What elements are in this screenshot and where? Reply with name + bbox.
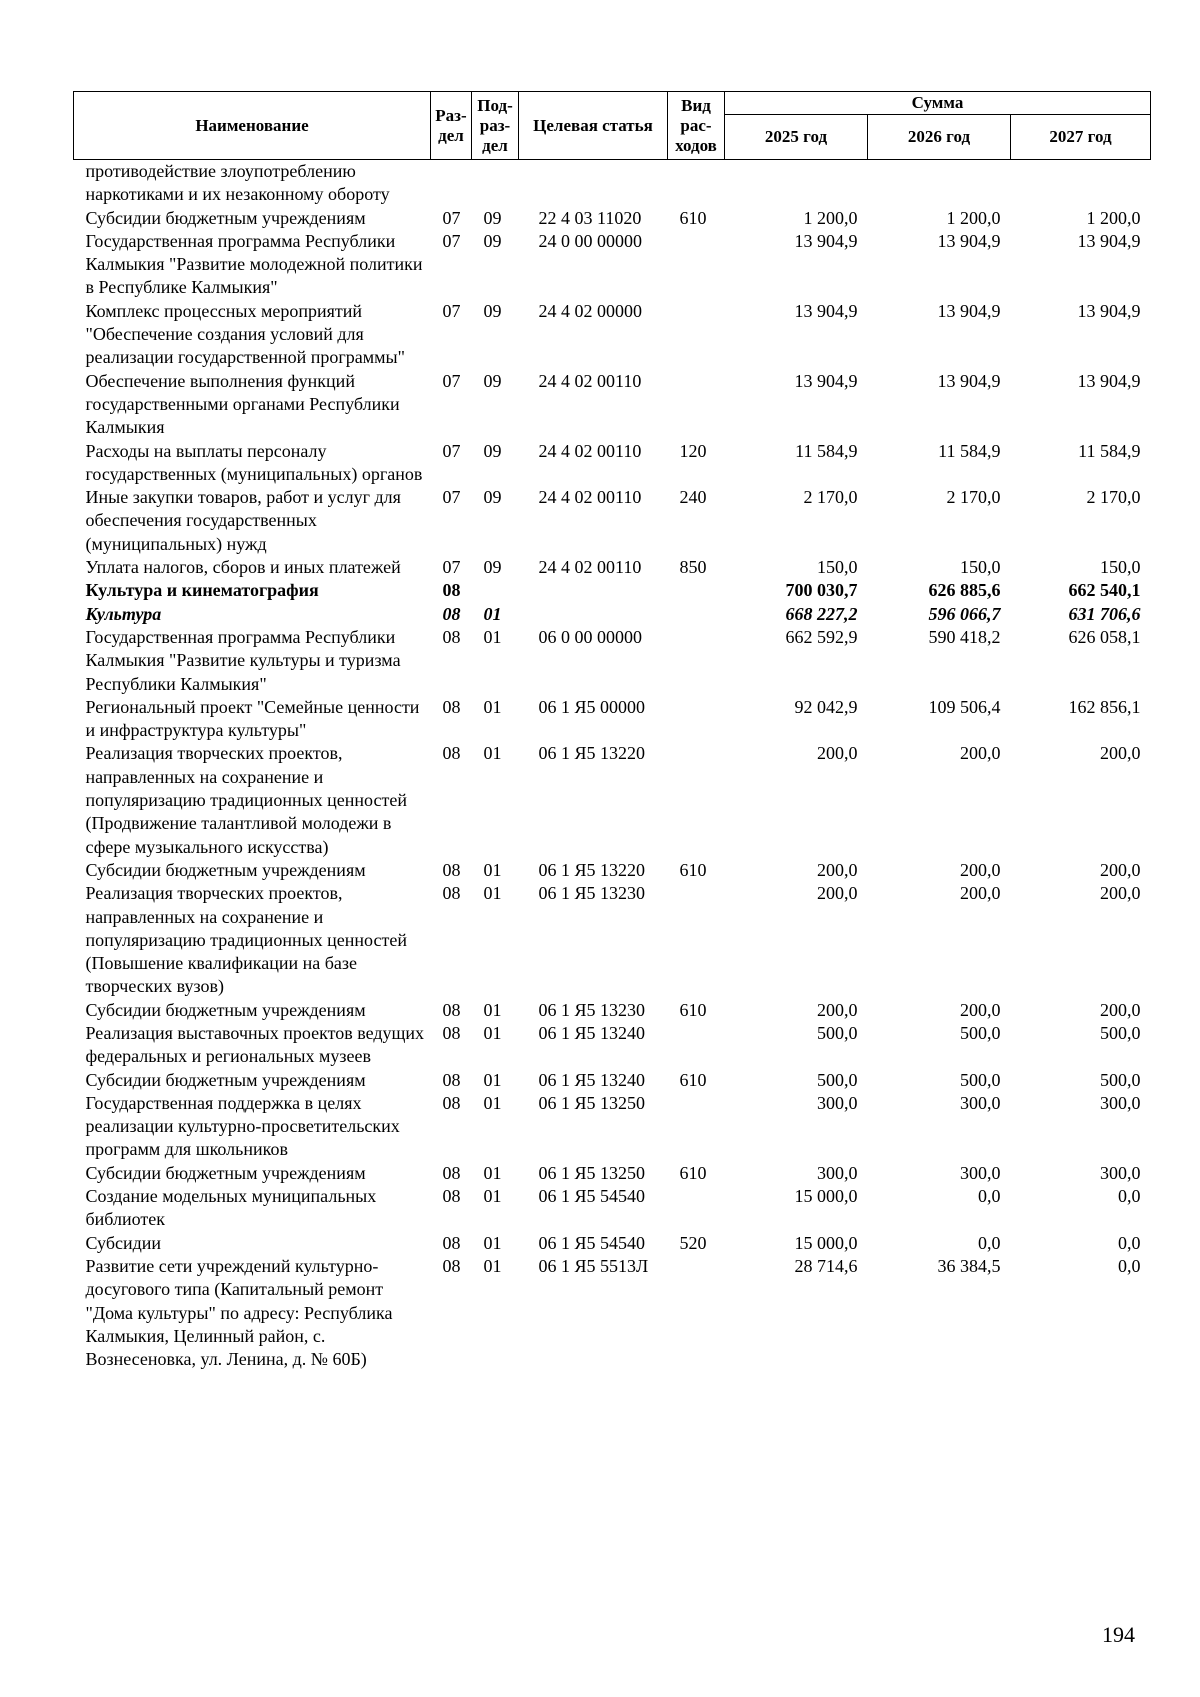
cell-celevaya-statya: 24 4 02 00110 xyxy=(538,370,642,391)
cell-celevaya-statya: 06 1 Я5 13220 xyxy=(538,859,646,880)
table-row xyxy=(74,579,1151,602)
cell-vid-rashodov: 610 xyxy=(679,207,707,228)
table-row xyxy=(74,1069,1151,1092)
cell-podrazdel: 01 xyxy=(483,696,502,717)
cell-amount-2027: 300,0 xyxy=(1100,1092,1141,1113)
cell-razdel: 08 xyxy=(442,1022,461,1043)
cell-name: Культура xyxy=(85,603,162,624)
cell-amount-2027: 2 170,0 xyxy=(1086,487,1141,508)
cell-podrazdel xyxy=(472,579,519,602)
cell-amount-2025: 13 904,9 xyxy=(794,300,858,321)
cell-name: Обеспечение выполнения функций государственными органами Республики Калмыкия xyxy=(85,370,400,438)
cell-razdel: 08 xyxy=(442,999,461,1020)
cell-amount-2026: 2 170,0 xyxy=(946,487,1001,508)
table-row xyxy=(74,230,1151,300)
cell-celevaya-statya: 06 1 Я5 13250 xyxy=(538,1092,646,1113)
header-name: Наименование xyxy=(74,92,431,160)
cell-celevaya-statya: 06 1 Я5 13250 xyxy=(538,1162,646,1183)
cell-amount-2025: 15 000,0 xyxy=(794,1232,858,1253)
cell-name: Субсидии бюджетным учреждениям xyxy=(85,1162,366,1183)
cell-amount-2025: 2 170,0 xyxy=(803,487,858,508)
cell-amount-2026: 150,0 xyxy=(960,557,1001,578)
cell-name: Создание модельных муниципальных библиотек xyxy=(85,1186,377,1230)
cell-amount-2027: 500,0 xyxy=(1100,1022,1141,1043)
cell-amount-2026: 1 200,0 xyxy=(946,207,1001,228)
cell-amount-2025: 668 227,2 xyxy=(785,603,858,624)
cell-vid-rashodov xyxy=(668,603,725,626)
cell-razdel: 08 xyxy=(442,1255,461,1276)
cell-celevaya-statya xyxy=(519,160,668,207)
cell-name: Государственная поддержка в целях реализации культурно-просветительских программ для школьников xyxy=(85,1092,400,1160)
cell-podrazdel: 09 xyxy=(483,230,502,251)
header-summa: Сумма xyxy=(725,92,1151,115)
cell-amount-2025: 92 042,9 xyxy=(794,696,858,717)
cell-celevaya-statya xyxy=(519,603,668,626)
table-row xyxy=(74,1232,1151,1255)
cell-razdel: 07 xyxy=(442,557,461,578)
cell-name: противодействие злоупотреблению наркотиками и их незаконному обороту xyxy=(85,161,390,205)
cell-name: Субсидии бюджетным учреждениям xyxy=(85,999,366,1020)
table-row xyxy=(74,696,1151,743)
cell-name: Субсидии бюджетным учреждениям xyxy=(85,207,366,228)
cell-amount-2026: 200,0 xyxy=(960,859,1001,880)
cell-amount-2027: 150,0 xyxy=(1100,557,1141,578)
table-row xyxy=(74,882,1151,998)
cell-name: Культура и кинематография xyxy=(85,580,319,601)
cell-razdel: 08 xyxy=(442,1092,461,1113)
header-podrazdel: Под-раз-дел xyxy=(472,92,519,160)
cell-name: Уплата налогов, сборов и иных платежей xyxy=(85,557,401,578)
cell-podrazdel: 01 xyxy=(483,626,502,647)
cell-razdel: 07 xyxy=(442,207,461,228)
cell-name: Реализация творческих проектов, направленных на сохранение и популяризацию традиционных ценностей (Продвижение талантливой молодежи в сфере музыкального искусства) xyxy=(85,743,407,857)
cell-amount-2026: 626 885,6 xyxy=(928,580,1001,601)
table-row xyxy=(74,742,1151,858)
cell-amount-2026 xyxy=(868,160,1011,207)
cell-amount-2026: 590 418,2 xyxy=(928,626,1001,647)
cell-name: Реализация творческих проектов, направленных на сохранение и популяризацию традиционных ценностей (Повышение квалификации на базе творческих вузов) xyxy=(85,883,407,997)
cell-name: Региональный проект "Семейные ценности и инфраструктура культуры" xyxy=(85,696,420,741)
cell-razdel: 07 xyxy=(442,300,461,321)
cell-amount-2027: 13 904,9 xyxy=(1077,370,1141,391)
cell-vid-rashodov xyxy=(668,742,725,858)
cell-amount-2027: 13 904,9 xyxy=(1077,300,1141,321)
cell-amount-2025: 300,0 xyxy=(817,1092,858,1113)
cell-amount-2027: 662 540,1 xyxy=(1068,580,1141,601)
cell-vid-rashodov xyxy=(668,1092,725,1162)
cell-vid-rashodov: 610 xyxy=(679,1069,707,1090)
cell-amount-2027: 0,0 xyxy=(1118,1255,1141,1276)
table-row xyxy=(74,300,1151,370)
cell-amount-2025: 15 000,0 xyxy=(794,1186,858,1207)
cell-podrazdel: 09 xyxy=(483,487,502,508)
cell-amount-2025: 300,0 xyxy=(817,1162,858,1183)
cell-amount-2027: 200,0 xyxy=(1100,883,1141,904)
cell-name: Государственная программа Республики Калмыкия "Развитие молодежной политики в Республике Калмыкия" xyxy=(85,230,423,298)
cell-amount-2025: 200,0 xyxy=(817,999,858,1020)
cell-podrazdel: 09 xyxy=(483,300,502,321)
cell-razdel: 08 xyxy=(442,1162,461,1183)
cell-amount-2026: 11 584,9 xyxy=(938,440,1001,461)
cell-name: Субсидии бюджетным учреждениям xyxy=(85,859,366,880)
cell-podrazdel: 01 xyxy=(483,1232,502,1253)
cell-celevaya-statya: 06 1 Я5 13230 xyxy=(538,999,646,1020)
cell-amount-2026: 0,0 xyxy=(978,1186,1001,1207)
cell-razdel: 08 xyxy=(442,1069,461,1090)
cell-amount-2025: 200,0 xyxy=(817,859,858,880)
cell-razdel: 08 xyxy=(442,1186,461,1207)
cell-razdel: 08 xyxy=(442,859,461,880)
table-row xyxy=(74,859,1151,882)
cell-amount-2026: 109 506,4 xyxy=(928,696,1001,717)
table-row xyxy=(74,486,1151,556)
cell-vid-rashodov xyxy=(668,626,725,696)
cell-razdel: 08 xyxy=(442,626,461,647)
cell-vid-rashodov: 610 xyxy=(679,859,707,880)
cell-amount-2026: 13 904,9 xyxy=(937,300,1001,321)
cell-razdel: 07 xyxy=(442,230,461,251)
cell-amount-2026: 13 904,9 xyxy=(937,370,1001,391)
cell-podrazdel: 01 xyxy=(483,743,502,764)
cell-name: Иные закупки товаров, работ и услуг для обеспечения государственных (муниципальных) нужд xyxy=(85,487,401,554)
cell-amount-2025 xyxy=(725,160,868,207)
cell-vid-rashodov: 120 xyxy=(679,440,707,461)
cell-vid-rashodov xyxy=(668,300,725,370)
table-row xyxy=(74,603,1151,626)
cell-podrazdel: 01 xyxy=(483,1186,502,1207)
cell-amount-2026: 300,0 xyxy=(960,1092,1001,1113)
cell-podrazdel xyxy=(472,160,519,207)
cell-name: Субсидии xyxy=(85,1232,162,1253)
table-row xyxy=(74,1185,1151,1232)
cell-razdel xyxy=(431,160,472,207)
budget-table-container xyxy=(73,91,1150,1371)
cell-vid-rashodov: 610 xyxy=(679,1162,707,1183)
page-number: 194 xyxy=(1102,1622,1135,1647)
cell-podrazdel: 01 xyxy=(483,1069,502,1090)
table-row xyxy=(74,1092,1151,1162)
header-razdel: Раз-дел xyxy=(431,92,472,160)
cell-amount-2026: 500,0 xyxy=(960,1022,1001,1043)
cell-name: Государственная программа Республики Калмыкия "Развитие культуры и туризма Республики Калмыкия" xyxy=(85,626,401,694)
cell-amount-2026: 0,0 xyxy=(978,1232,1001,1253)
cell-name: Комплекс процессных мероприятий "Обеспечение создания условий для реализации государственной программы" xyxy=(85,300,405,368)
cell-podrazdel: 01 xyxy=(483,1022,502,1043)
header-year-2027: 2027 год xyxy=(1011,115,1151,160)
cell-amount-2025: 150,0 xyxy=(817,557,858,578)
table-row xyxy=(74,160,1151,207)
cell-razdel: 07 xyxy=(442,487,461,508)
cell-amount-2026: 200,0 xyxy=(960,743,1001,764)
cell-amount-2025: 13 904,9 xyxy=(794,370,858,391)
cell-celevaya-statya: 06 1 Я5 13230 xyxy=(538,883,646,904)
cell-amount-2025: 1 200,0 xyxy=(803,207,858,228)
cell-celevaya-statya xyxy=(519,579,668,602)
table-row xyxy=(74,556,1151,579)
cell-amount-2027: 626 058,1 xyxy=(1068,626,1141,647)
cell-celevaya-statya: 06 1 Я5 54540 xyxy=(538,1186,646,1207)
table-row xyxy=(74,440,1151,487)
cell-podrazdel: 09 xyxy=(483,557,502,578)
cell-podrazdel: 01 xyxy=(483,883,502,904)
cell-amount-2026: 13 904,9 xyxy=(937,230,1001,251)
cell-celevaya-statya: 06 1 Я5 13220 xyxy=(538,743,646,764)
cell-podrazdel: 01 xyxy=(483,1092,502,1113)
cell-amount-2027: 0,0 xyxy=(1118,1186,1141,1207)
cell-vid-rashodov xyxy=(668,696,725,743)
table-row xyxy=(74,626,1151,696)
cell-vid-rashodov: 610 xyxy=(679,999,707,1020)
cell-podrazdel: 09 xyxy=(483,440,502,461)
cell-podrazdel: 01 xyxy=(483,859,502,880)
table-body xyxy=(74,160,1151,1372)
cell-celevaya-statya: 22 4 03 11020 xyxy=(538,207,642,228)
budget-table xyxy=(73,91,1151,1371)
cell-razdel: 08 xyxy=(442,1232,461,1253)
cell-podrazdel: 01 xyxy=(483,1162,502,1183)
cell-amount-2027: 0,0 xyxy=(1118,1232,1141,1253)
cell-vid-rashodov: 240 xyxy=(679,487,707,508)
table-row xyxy=(74,370,1151,440)
cell-amount-2026: 500,0 xyxy=(960,1069,1001,1090)
table-row xyxy=(74,1022,1151,1069)
cell-razdel: 07 xyxy=(442,370,461,391)
cell-amount-2026: 200,0 xyxy=(960,999,1001,1020)
cell-amount-2025: 200,0 xyxy=(817,883,858,904)
header-vid-rashodov: Вид рас-ходов xyxy=(668,92,725,160)
cell-amount-2025: 28 714,6 xyxy=(794,1255,858,1276)
cell-amount-2027: 200,0 xyxy=(1100,743,1141,764)
cell-celevaya-statya: 24 4 02 00110 xyxy=(538,487,642,508)
cell-amount-2025: 662 592,9 xyxy=(785,626,858,647)
cell-amount-2027: 200,0 xyxy=(1100,859,1141,880)
cell-vid-rashodov xyxy=(668,1022,725,1069)
cell-celevaya-statya: 06 1 Я5 13240 xyxy=(538,1069,646,1090)
cell-amount-2026: 200,0 xyxy=(960,883,1001,904)
table-row xyxy=(74,207,1151,230)
cell-amount-2027: 631 706,6 xyxy=(1068,603,1141,624)
cell-podrazdel: 09 xyxy=(483,370,502,391)
cell-amount-2027: 500,0 xyxy=(1100,1069,1141,1090)
cell-amount-2027: 162 856,1 xyxy=(1068,696,1141,717)
cell-razdel: 08 xyxy=(442,883,461,904)
table-row xyxy=(74,999,1151,1022)
cell-name: Развитие сети учреждений культурно-досугового типа (Капитальный ремонт "Дома культуры" по адресу: Республика Калмыкия, Целинный район, с. Вознесеновка, ул. Ленина, д. № 60Б) xyxy=(85,1255,393,1370)
cell-vid-rashodov xyxy=(668,579,725,602)
header-celevaya-statya: Целевая статья xyxy=(519,92,668,160)
cell-amount-2027: 1 200,0 xyxy=(1086,207,1141,228)
cell-amount-2027: 13 904,9 xyxy=(1077,230,1141,251)
cell-amount-2027: 11 584,9 xyxy=(1078,440,1141,461)
cell-celevaya-statya: 24 4 02 00000 xyxy=(538,300,642,321)
cell-razdel: 08 xyxy=(442,580,461,601)
cell-podrazdel: 01 xyxy=(483,1255,502,1276)
header-year-2025: 2025 год xyxy=(725,115,868,160)
cell-celevaya-statya: 24 0 00 00000 xyxy=(538,230,642,251)
cell-razdel: 08 xyxy=(442,696,461,717)
cell-celevaya-statya: 06 1 Я5 5513Л xyxy=(538,1255,649,1276)
cell-name: Реализация выставочных проектов ведущих федеральных и региональных музеев xyxy=(85,1022,425,1067)
cell-celevaya-statya: 24 4 02 00110 xyxy=(538,440,642,461)
cell-vid-rashodov xyxy=(668,882,725,998)
cell-celevaya-statya: 24 4 02 00110 xyxy=(538,557,642,578)
cell-name: Расходы на выплаты персоналу государственных (муниципальных) органов xyxy=(85,440,423,484)
cell-amount-2026: 596 066,7 xyxy=(928,603,1001,624)
cell-razdel: 07 xyxy=(442,440,461,461)
header-year-2026: 2026 год xyxy=(868,115,1011,160)
cell-amount-2026: 300,0 xyxy=(960,1162,1001,1183)
table-row xyxy=(74,1162,1151,1185)
cell-vid-rashodov xyxy=(668,230,725,300)
cell-amount-2025: 500,0 xyxy=(817,1022,858,1043)
cell-podrazdel: 09 xyxy=(483,207,502,228)
cell-vid-rashodov xyxy=(668,370,725,440)
cell-vid-rashodov xyxy=(668,1185,725,1232)
cell-amount-2027: 300,0 xyxy=(1100,1162,1141,1183)
cell-vid-rashodov xyxy=(668,160,725,207)
table-row xyxy=(74,1255,1151,1371)
cell-celevaya-statya: 06 0 00 00000 xyxy=(538,626,642,647)
cell-podrazdel: 01 xyxy=(483,999,502,1020)
cell-razdel: 08 xyxy=(442,603,461,624)
cell-amount-2025: 13 904,9 xyxy=(794,230,858,251)
cell-amount-2026: 36 384,5 xyxy=(937,1255,1001,1276)
cell-name: Субсидии бюджетным учреждениям xyxy=(85,1069,366,1090)
cell-vid-rashodov: 850 xyxy=(679,557,707,578)
cell-amount-2025: 11 584,9 xyxy=(795,440,858,461)
cell-vid-rashodov: 520 xyxy=(679,1232,707,1253)
cell-amount-2025: 700 030,7 xyxy=(785,580,858,601)
cell-amount-2027 xyxy=(1011,160,1151,207)
cell-celevaya-statya: 06 1 Я5 00000 xyxy=(538,696,646,717)
cell-podrazdel: 01 xyxy=(483,603,502,624)
table-header xyxy=(74,92,1151,160)
cell-celevaya-statya: 06 1 Я5 13240 xyxy=(538,1022,646,1043)
cell-amount-2025: 200,0 xyxy=(817,743,858,764)
cell-celevaya-statya: 06 1 Я5 54540 xyxy=(538,1232,646,1253)
cell-vid-rashodov xyxy=(668,1255,725,1371)
cell-amount-2027: 200,0 xyxy=(1100,999,1141,1020)
cell-amount-2025: 500,0 xyxy=(817,1069,858,1090)
cell-razdel: 08 xyxy=(442,743,461,764)
